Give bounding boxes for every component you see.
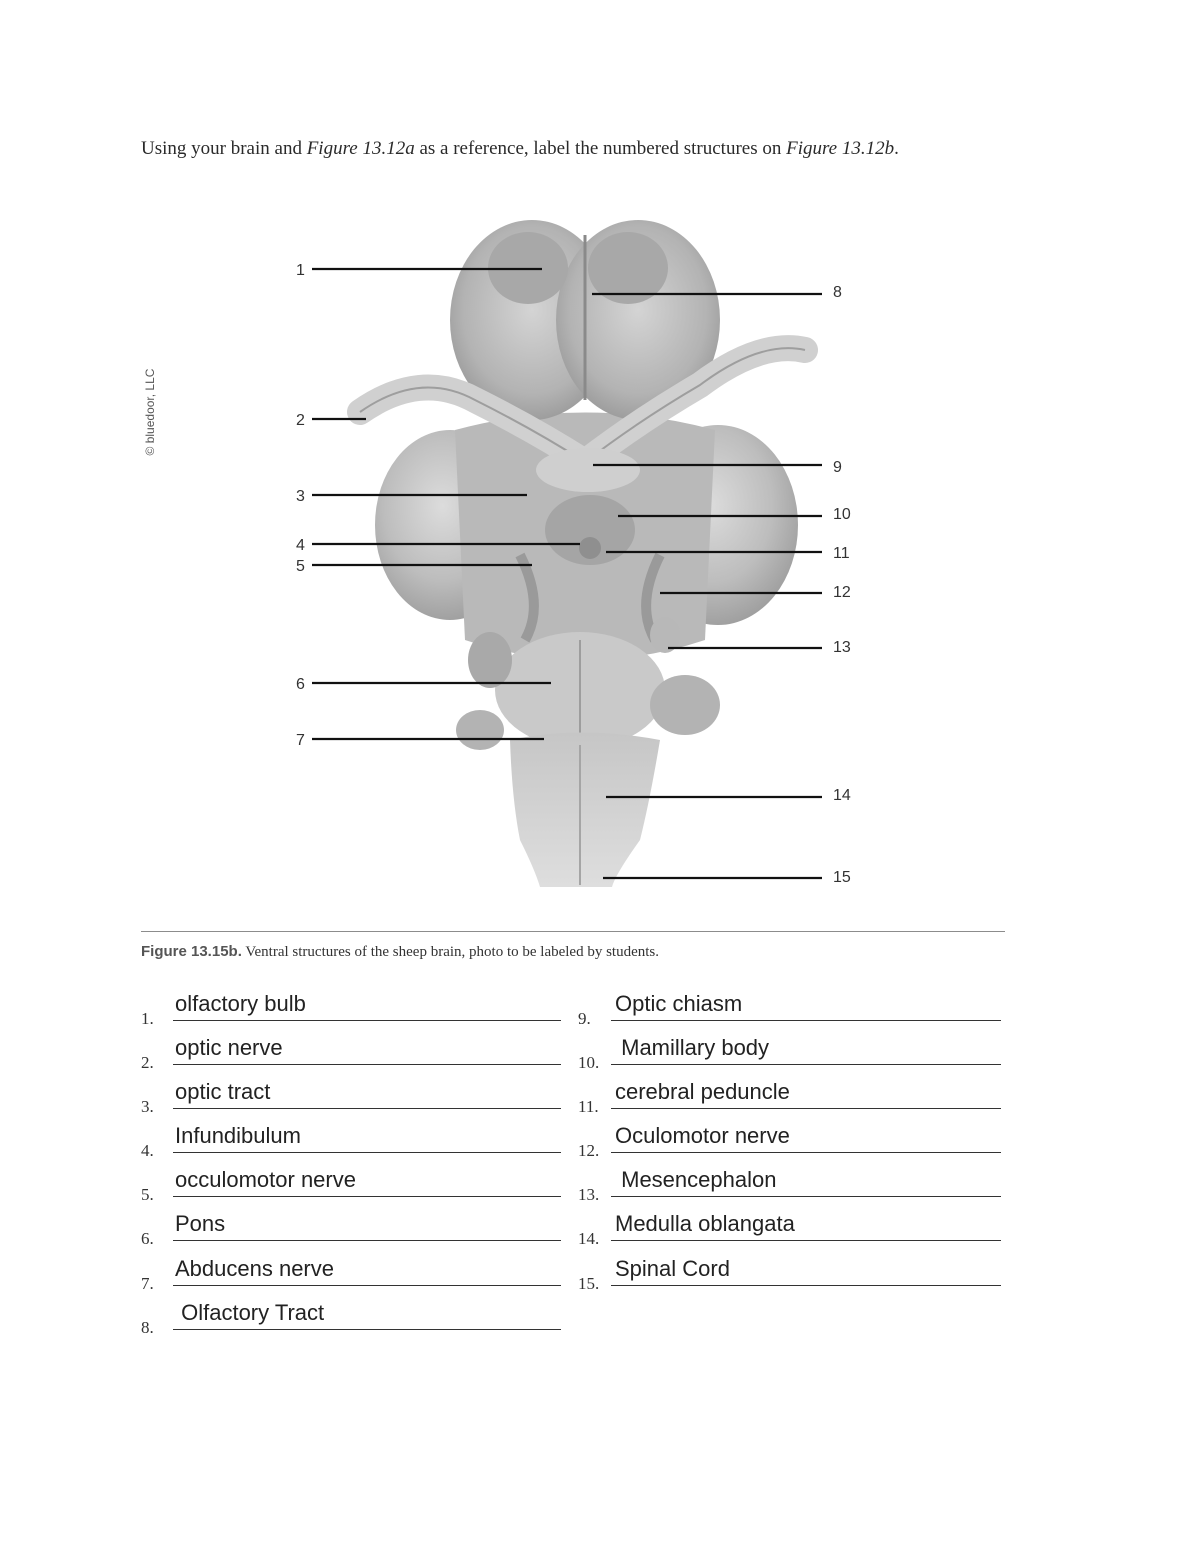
answer-number: 6. [141,1229,154,1248]
answer-line [173,1285,561,1286]
caption-text: Ventral structures of the sheep brain, photo to be labeled by students. [241,944,659,960]
answer-line [611,1285,1001,1286]
figure-label-1: 1 [296,262,305,279]
figure-caption [141,943,659,961]
answer-number: 12. [578,1141,600,1160]
answer-text[interactable]: Infundibulum [175,1123,301,1148]
figure-label-4: 4 [296,537,305,554]
answer-row-11 [578,1073,1002,1117]
figure-label-5: 5 [296,558,305,575]
answer-line [611,1020,1001,1021]
answer-line [611,1240,1001,1241]
answer-line [173,1152,561,1153]
answer-text[interactable]: Spinal Cord [615,1256,730,1281]
answer-number: 7. [141,1274,154,1293]
answer-line [173,1196,561,1197]
figure-label-7: 7 [296,732,305,749]
answer-text[interactable]: optic nerve [175,1035,283,1060]
answer-text[interactable]: Oculomotor nerve [615,1123,790,1148]
answer-number: 11. [578,1097,599,1116]
answer-number: 10. [578,1053,600,1072]
caption-figure-label: Figure 13.15b. [141,943,242,960]
answer-number: 14. [578,1229,600,1248]
answer-number: 2. [141,1053,154,1072]
answer-row-4 [141,1117,563,1161]
answer-number: 1. [141,1009,154,1028]
figure-ref-b: Figure 13.12b [786,138,895,159]
answer-number: 15. [578,1274,600,1293]
instructions-part1: Using your brain and [141,138,307,159]
answer-text[interactable]: Pons [175,1211,226,1236]
answer-line [611,1196,1001,1197]
answer-line [173,1064,561,1065]
instructions-part3: . [894,138,899,159]
answer-text[interactable]: cerebral peduncle [615,1079,790,1104]
figure-label-3: 3 [296,488,305,505]
answer-text[interactable]: olfactory bulb [175,991,306,1016]
answer-row-3 [141,1073,563,1117]
answer-row-15 [578,1250,1002,1294]
brain-photo [360,220,805,887]
figure-label-8: 8 [833,284,842,301]
answer-text[interactable]: occulomotor nerve [175,1167,356,1192]
figure-ref-a: Figure 13.12a [306,138,415,159]
answer-line [611,1108,1001,1109]
figure-label-13: 13 [833,639,851,656]
answer-row-10 [578,1029,1002,1073]
answer-line [611,1152,1001,1153]
answer-text[interactable]: Medulla oblangata [615,1211,795,1236]
answer-row-1 [141,985,563,1029]
answer-row-2 [141,1029,563,1073]
figure-label-14: 14 [833,787,851,804]
answer-row-6 [141,1205,563,1249]
caption-divider [141,931,1005,932]
figure-label-10: 10 [833,506,851,523]
figure-label-11: 11 [833,545,850,562]
answer-text[interactable]: optic tract [175,1079,271,1104]
answer-row-9 [578,985,1002,1029]
answer-row-14 [578,1205,1002,1249]
answer-number: 8. [141,1318,154,1337]
answer-row-8 [141,1294,563,1338]
answer-text[interactable]: Mesencephalon [615,1167,777,1192]
answer-text[interactable]: Mamillary body [615,1035,770,1060]
answer-row-7 [141,1250,563,1294]
answer-line [173,1240,561,1241]
answer-line [611,1064,1001,1065]
figure-label-12: 12 [833,584,851,601]
figure-label-9: 9 [833,459,842,476]
answer-text[interactable]: Olfactory Tract [175,1300,325,1325]
answer-text[interactable]: Abducens nerve [175,1256,334,1281]
answer-number: 5. [141,1185,154,1204]
answer-number: 4. [141,1141,154,1160]
answer-row-5 [141,1161,563,1205]
answer-line [173,1108,561,1109]
answer-line [173,1020,561,1021]
answer-text[interactable]: Optic chiasm [615,991,743,1016]
answer-number: 3. [141,1097,154,1116]
answer-line [173,1329,561,1330]
answer-number: 13. [578,1185,600,1204]
answer-row-12 [578,1117,1002,1161]
instructions-part2: as a reference, label the numbered structures on [414,138,787,159]
answer-number: 9. [578,1009,591,1028]
figure-label-2: 2 [296,412,305,429]
figure-label-15: 15 [833,869,851,886]
figure-label-6: 6 [296,676,305,693]
copyright-credit: © bluedoor, LLC [143,368,157,456]
answer-row-13 [578,1161,1002,1205]
